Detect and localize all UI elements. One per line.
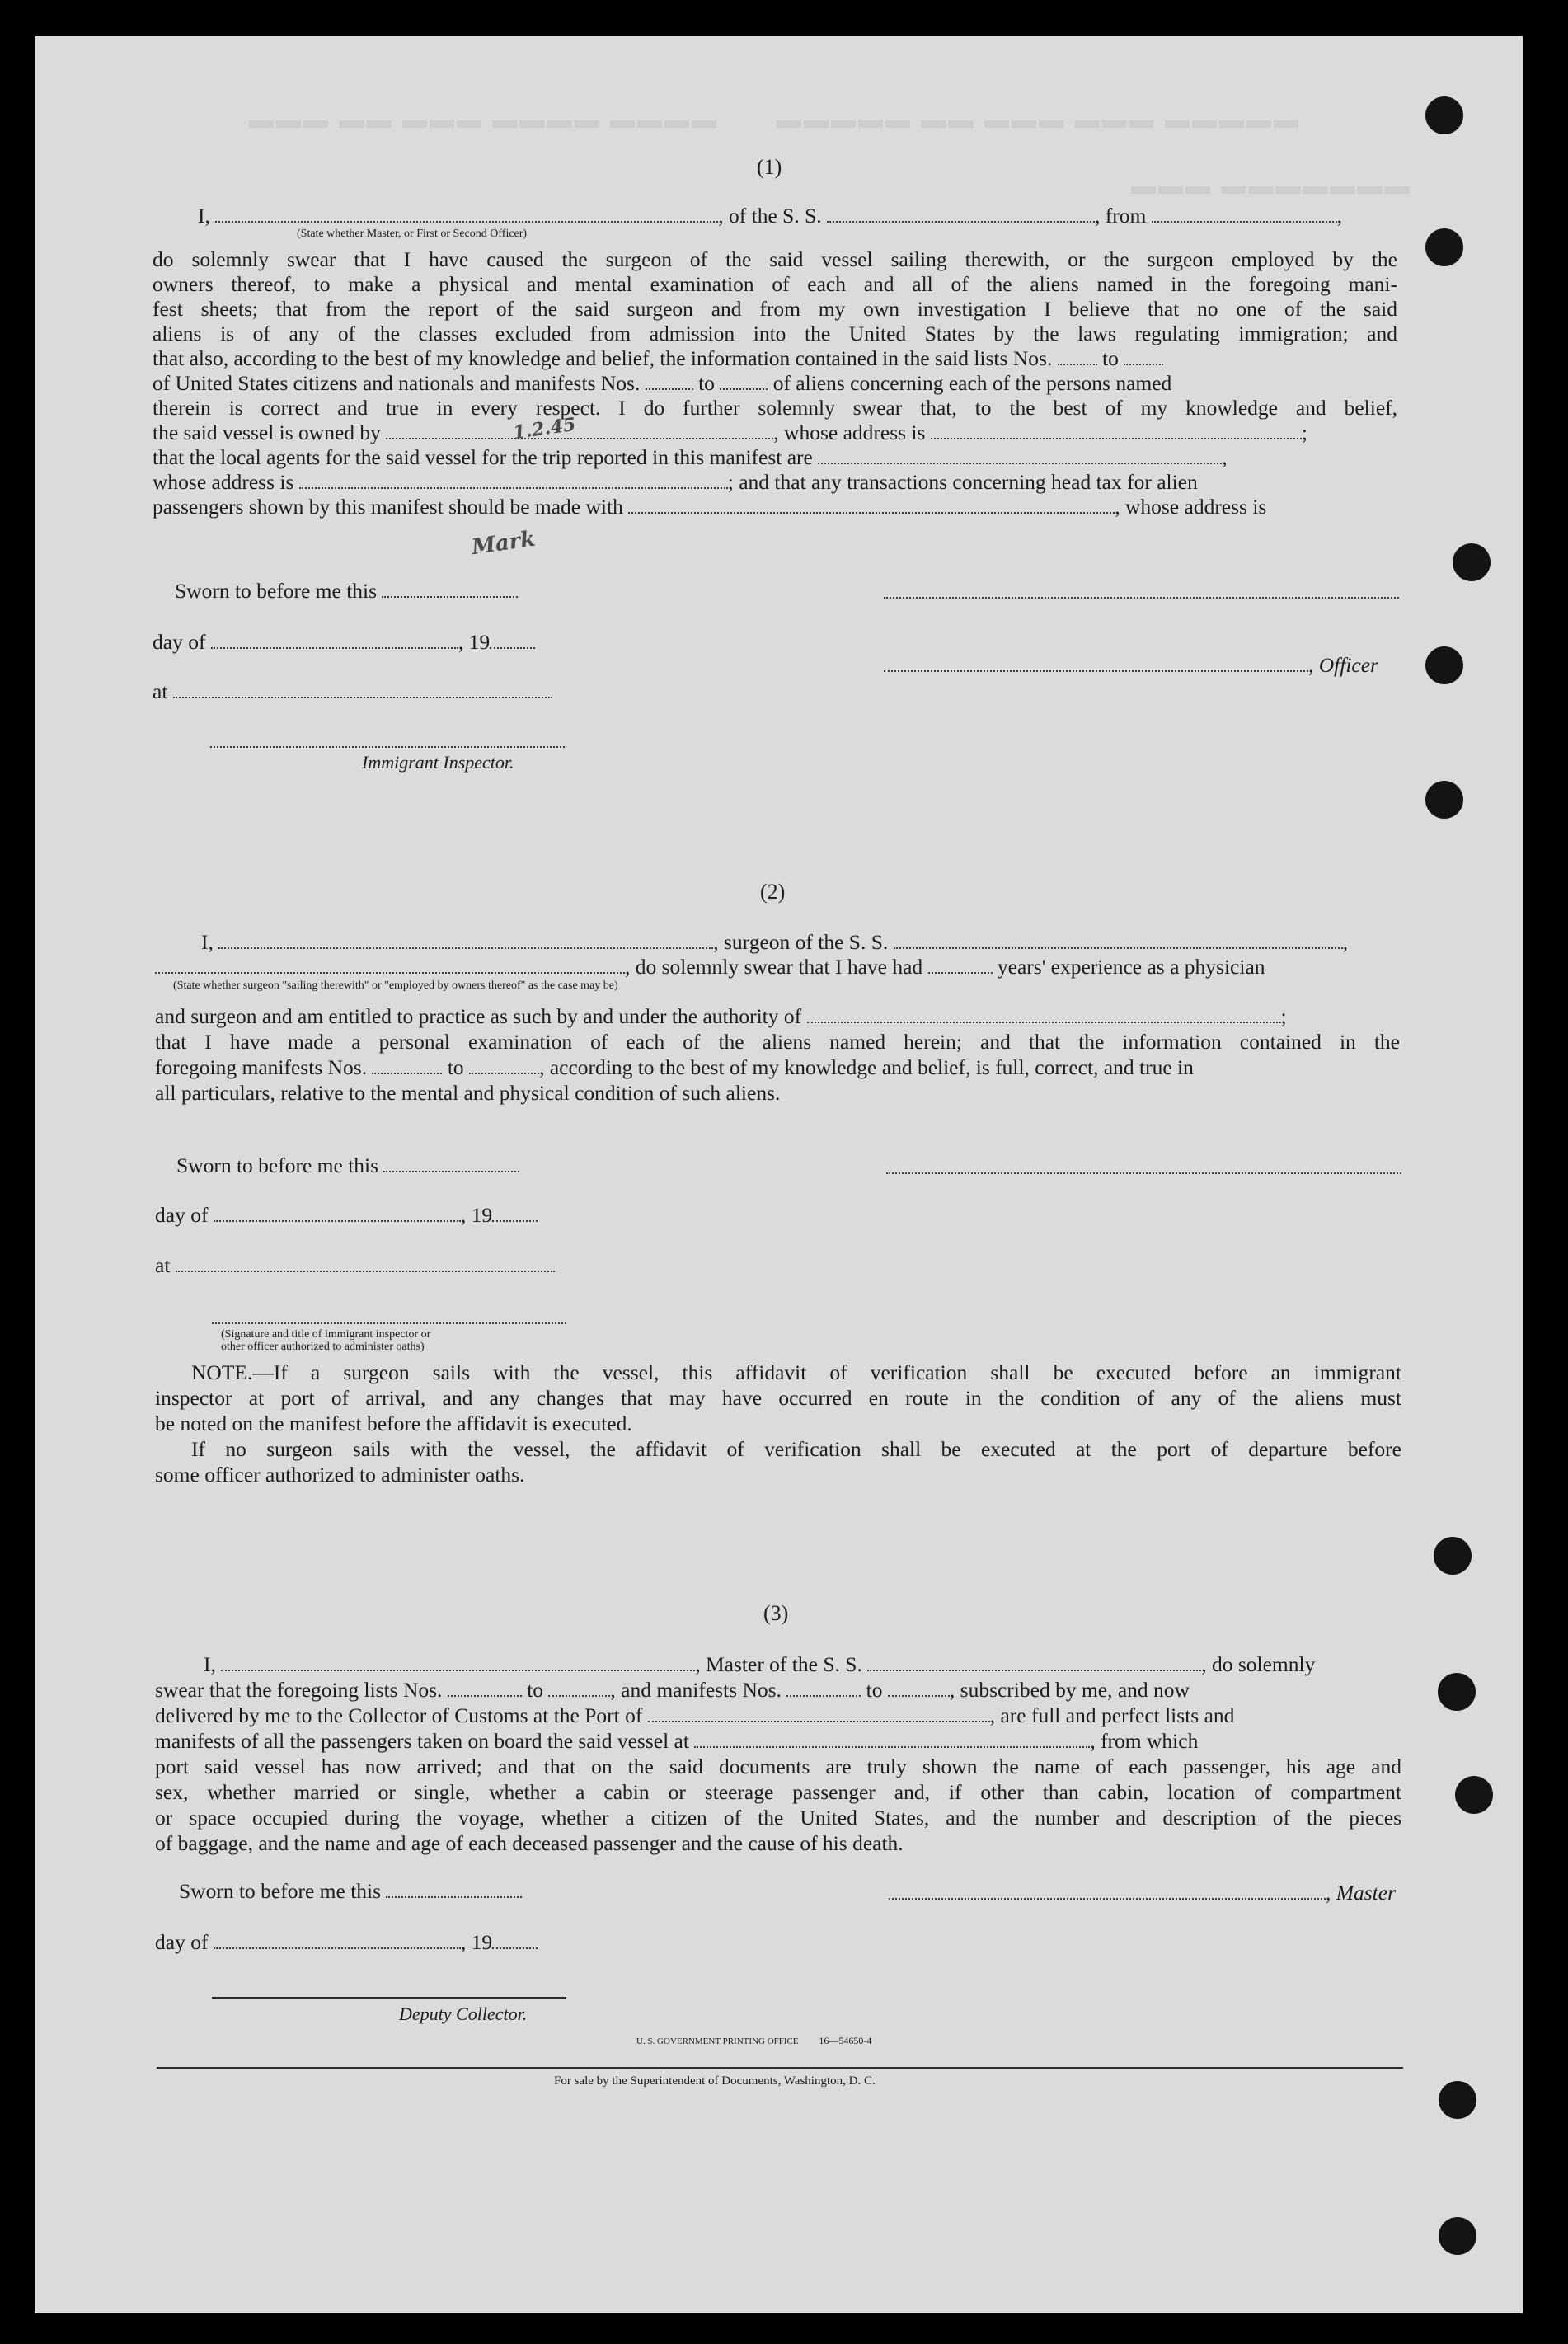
text: ; — [1301, 420, 1307, 444]
paragraph-line: fest sheets; that from the report of the said surgeon and from my own investigation I believe that no one of the said — [153, 297, 1397, 321]
paragraph-line — [155, 1055, 1194, 1080]
text: manifests of all the passengers taken on board the said vessel at — [155, 1729, 689, 1753]
inspector-label: Immigrant Inspector. — [362, 752, 514, 773]
blank-manifest-to[interactable] — [469, 1056, 539, 1074]
blank-surgeon-type[interactable] — [155, 956, 625, 974]
form-page — [35, 36, 1523, 2313]
text: to — [447, 1055, 464, 1079]
text: the said vessel is owned by — [153, 420, 381, 444]
binder-hole — [1425, 646, 1463, 684]
text: I, — [201, 930, 214, 954]
text: I, — [204, 1652, 216, 1676]
signature-line[interactable] — [886, 1172, 1401, 1174]
paragraph-line: therein is correct and true in every respect. I do further solemnly swear that, to the best of my knowledge and belief, — [153, 396, 1397, 420]
binder-hole — [1434, 1537, 1472, 1575]
section-number: (1) — [757, 155, 782, 179]
blank-year[interactable] — [490, 631, 535, 649]
paragraph-line: that I have made a personal examination of each of the aliens named herein; and that the information contained in the — [155, 1030, 1400, 1054]
paragraph-line — [153, 470, 1198, 495]
bleed-through: ▬▬▬▬▬ ▬▬ ▬▬▬ ▬▬▬ ▬▬▬▬▬ — [777, 106, 1301, 134]
line — [155, 955, 1265, 979]
paragraph-line — [153, 346, 1163, 371]
text: whose address is — [153, 470, 294, 494]
paragraph-line: of baggage, and the name and age of each deceased passenger and the cause of his death. — [155, 1831, 904, 1855]
text: Sworn to before me this — [175, 579, 378, 603]
text: I, — [198, 204, 210, 228]
blank-head-tax[interactable] — [628, 496, 1115, 514]
form-number: 16—54650-4 — [819, 2035, 872, 2046]
section-number: (3) — [763, 1601, 789, 1625]
signature-line[interactable] — [212, 1997, 566, 1999]
paragraph-line: port said vessel has now arrived; and that on the said documents are truly shown the name of each passenger, his age and — [155, 1754, 1401, 1778]
text: , 19 — [460, 1930, 493, 1954]
text: , do solemnly swear that I have had — [625, 955, 923, 979]
field-caption: other officer authorized to administer oaths) — [221, 1341, 425, 1353]
bleed-through: ▬▬▬ ▬▬ ▬▬▬ ▬▬▬▬ ▬▬▬▬ — [249, 106, 719, 134]
paragraph-line — [153, 420, 1307, 445]
blank-manifest-to[interactable] — [720, 372, 768, 390]
text: swear that the foregoing lists Nos. — [155, 1678, 443, 1702]
text: Sworn to before me this — [176, 1153, 379, 1177]
blank-month[interactable] — [211, 631, 458, 649]
blank-surgeon-name[interactable] — [218, 931, 713, 949]
text: , are full and perfect lists and — [989, 1703, 1235, 1727]
text: foregoing manifests Nos. — [155, 1055, 368, 1079]
text: to — [1102, 346, 1119, 370]
text: that also, according to the best of my knowledge and belief, the information contained in the said lists Nos. — [153, 346, 1053, 370]
blank-owner[interactable] — [386, 421, 773, 439]
field-caption: (Signature and title of immigrant inspector or — [221, 1328, 431, 1341]
blank-month[interactable] — [214, 1931, 461, 1949]
text: day of — [155, 1203, 209, 1227]
text: , surgeon of the S. S. — [713, 930, 889, 954]
text: at — [155, 1253, 171, 1277]
sworn-line — [176, 1153, 519, 1178]
text: , from — [1095, 204, 1147, 228]
binder-hole — [1425, 228, 1463, 266]
blank-place[interactable] — [173, 680, 552, 698]
line — [204, 1652, 1315, 1677]
text: , — [1222, 445, 1228, 469]
binder-hole — [1455, 1776, 1493, 1814]
blank-sworn-date[interactable] — [386, 1880, 522, 1898]
text: , from which — [1090, 1729, 1199, 1753]
text: , — [1342, 930, 1349, 954]
paragraph-line — [155, 1729, 1198, 1754]
blank-from[interactable] — [1152, 204, 1337, 223]
blank-name[interactable] — [215, 204, 718, 223]
binder-hole — [1453, 543, 1491, 581]
text: , whose address is — [773, 420, 926, 444]
text: , Master of the S. S. — [695, 1652, 862, 1676]
paragraph-line: do solemnly swear that I have caused the surgeon of the said vessel sailing therewith, or the surgeon employed by the — [153, 247, 1397, 271]
text: , whose address is — [1115, 495, 1267, 519]
text: ; and that any transactions concerning head tax for alien — [727, 470, 1198, 494]
blank-year[interactable] — [492, 1204, 538, 1222]
at-line — [153, 679, 552, 704]
binder-hole — [1425, 781, 1463, 819]
text: and surgeon and am entitled to practice as such by and under the authority of — [155, 1004, 802, 1028]
line — [201, 930, 1348, 955]
blank-agents[interactable] — [818, 446, 1222, 464]
text: , subscribed by me, and now — [949, 1678, 1190, 1702]
signature-line[interactable] — [210, 746, 565, 748]
paragraph-line: owners thereof, to make a physical and mental examination of each and all of the aliens named in the foregoing mani- — [153, 272, 1397, 296]
text: , according to the best of my knowledge and belief, is full, correct, and true in — [539, 1055, 1194, 1079]
blank-port[interactable] — [648, 1704, 990, 1722]
text: Sworn to before me this — [179, 1879, 382, 1903]
text: , 19 — [460, 1203, 493, 1227]
blank-list-from[interactable] — [1058, 347, 1097, 365]
at-line — [155, 1253, 555, 1278]
signature-line[interactable] — [884, 597, 1399, 599]
blank-ship[interactable] — [827, 204, 1095, 223]
paragraph-line: or space occupied during the voyage, whether a citizen of the United States, and the number and description of the pieces — [155, 1806, 1401, 1830]
text: of United States citizens and nationals and manifests Nos. — [153, 371, 641, 395]
text: , and manifests Nos. — [610, 1678, 782, 1702]
note-line: If no surgeon sails with the vessel, the affidavit of verification shall be executed at the port of departure before — [191, 1437, 1401, 1461]
handwritten-stamp: 1.2.45 — [511, 413, 577, 444]
note-line: NOTE.—If a surgeon sails with the vessel, this affidavit of verification shall be executed before an immigrant — [191, 1360, 1401, 1384]
text: , of the S. S. — [718, 204, 822, 228]
blank-departure-port[interactable] — [694, 1730, 1090, 1748]
paragraph-line — [153, 371, 1171, 396]
section-number: (2) — [760, 880, 786, 904]
blank-authority[interactable] — [807, 1005, 1281, 1023]
text: of aliens concerning each of the persons named — [772, 371, 1172, 395]
binder-hole — [1439, 2081, 1476, 2119]
blank-officer-signature[interactable] — [884, 654, 1308, 672]
blank-master-name[interactable] — [221, 1653, 695, 1671]
text: passengers shown by this manifest should be made with — [153, 495, 623, 519]
blank-manifest-from[interactable] — [646, 372, 693, 390]
officer-line — [884, 653, 1378, 678]
text: ; — [1280, 1004, 1287, 1028]
text: delivered by me to the Collector of Customs at the Port of — [155, 1703, 643, 1727]
blank-list-to[interactable] — [1124, 347, 1163, 365]
printing-office — [636, 2035, 871, 2047]
blank-sworn-date[interactable] — [383, 1154, 519, 1172]
blank-owner-address[interactable] — [931, 421, 1302, 439]
blank-years[interactable] — [928, 956, 993, 974]
paragraph-line — [155, 1703, 1234, 1728]
text: at — [153, 679, 168, 703]
blank-place[interactable] — [176, 1254, 555, 1272]
field-caption: (State whether Master, or First or Second Officer) — [297, 228, 528, 240]
paragraph-line: aliens is of any of the classes excluded from admission into the United States by the laws regulating immigration; and — [153, 322, 1397, 345]
sworn-line — [179, 1879, 522, 1904]
blank-sworn-date[interactable] — [382, 580, 518, 598]
printing-office-name: U. S. GOVERNMENT PRINTING OFFICE — [636, 2036, 799, 2046]
paragraph-line — [155, 1004, 1287, 1029]
blank-manifest-to[interactable] — [888, 1679, 950, 1697]
blank-month[interactable] — [214, 1204, 461, 1222]
blank-year[interactable] — [492, 1931, 538, 1949]
handwritten-stamp: Mark — [470, 526, 538, 561]
note-line: inspector at port of arrival, and any changes that may have occurred en route in the condition of any of the aliens must — [155, 1386, 1401, 1410]
text: , 19 — [458, 630, 491, 654]
day-line — [153, 630, 535, 655]
signature-line[interactable] — [212, 1322, 566, 1324]
blank-ship[interactable] — [867, 1653, 1201, 1671]
bleed-through: ▬▬▬ ▬▬▬▬▬▬▬ — [1131, 172, 1412, 200]
footer-rule — [157, 2067, 1403, 2069]
officer-label: , Officer — [1308, 653, 1378, 677]
text: years' experience as a physician — [997, 955, 1265, 979]
text: to — [866, 1678, 883, 1702]
master-line — [889, 1881, 1396, 1905]
blank-ship[interactable] — [894, 931, 1343, 949]
master-label: , Master — [1326, 1881, 1396, 1905]
for-sale-note: For sale by the Superintendent of Documents, Washington, D. C. — [554, 2074, 876, 2088]
sworn-line — [175, 579, 518, 604]
text: day of — [153, 630, 206, 654]
blank-list-to[interactable] — [548, 1679, 610, 1697]
binder-hole — [1438, 1673, 1476, 1711]
paragraph-line: sex, whether married or single, whether a cabin or steerage passenger and, if other than cabin, location of compartment — [155, 1780, 1401, 1804]
day-line — [155, 1203, 538, 1228]
line: I, , of the S. S. , from , — [198, 204, 1343, 228]
day-line — [155, 1930, 538, 1955]
field-caption: (State whether surgeon "sailing therewith" or "employed by owners thereof" as the case may be) — [173, 979, 618, 992]
paragraph-line: all particulars, relative to the mental and physical condition of such aliens. — [155, 1081, 781, 1105]
text: to — [527, 1678, 544, 1702]
deputy-label: Deputy Collector. — [399, 2003, 528, 2024]
paragraph-line — [153, 495, 1266, 519]
paragraph-line — [153, 445, 1228, 470]
blank-manifest-from[interactable] — [372, 1056, 442, 1074]
text: to — [698, 371, 715, 395]
note-line: be noted on the manifest before the affidavit is executed. — [155, 1412, 632, 1435]
text: , do solemnly — [1201, 1652, 1316, 1676]
note-line: some officer authorized to administer oaths. — [155, 1463, 525, 1487]
blank-master-signature[interactable] — [889, 1881, 1326, 1900]
paragraph-line — [155, 1678, 1190, 1703]
text: that the local agents for the said vessel for the trip reported in this manifest are — [153, 445, 813, 469]
blank-list-from[interactable] — [448, 1679, 522, 1697]
text: day of — [155, 1930, 209, 1954]
blank-manifest-from[interactable] — [786, 1679, 861, 1697]
binder-hole — [1425, 96, 1463, 134]
binder-hole — [1439, 2217, 1476, 2255]
blank-agents-address[interactable] — [299, 471, 728, 489]
